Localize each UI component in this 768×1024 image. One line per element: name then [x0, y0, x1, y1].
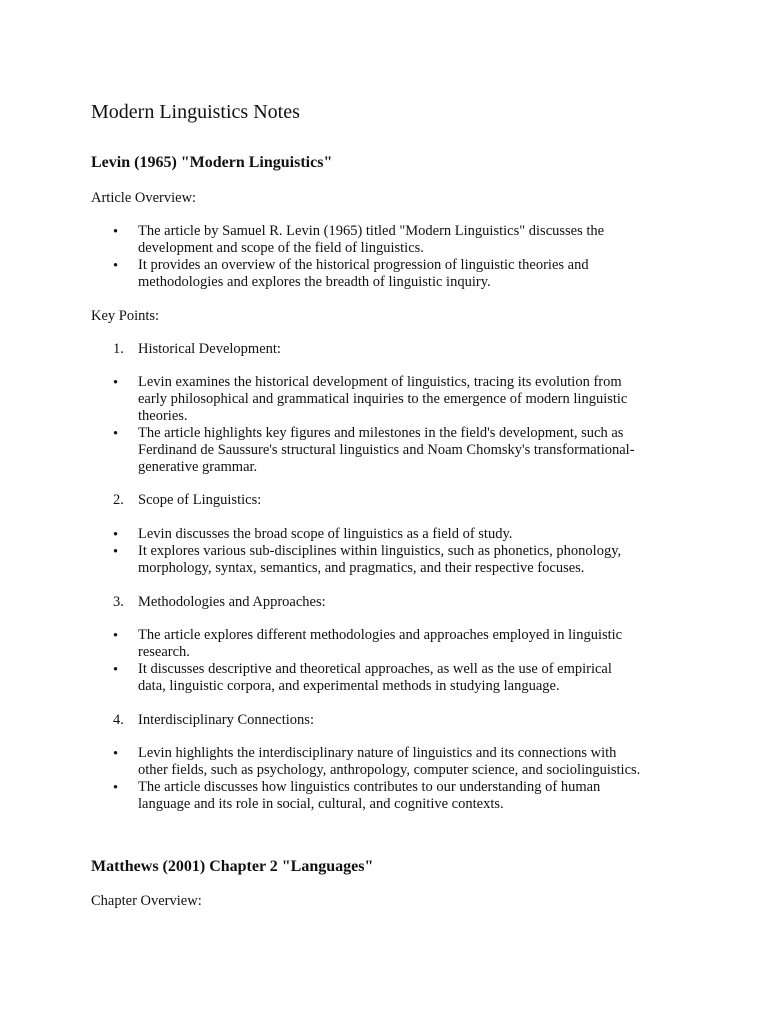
list-item: Levin examines the historical development of linguistics, tracing its evolution from early philosophical and grammatical inquiries to the emergence of modern linguistic theories.: [138, 374, 628, 424]
list-item: Levin discusses the broad scope of linguistics as a field of study.: [138, 526, 513, 542]
list-number: 1.: [113, 341, 124, 357]
key-point-title: Scope of Linguistics:: [138, 492, 262, 508]
list-number: 3.: [113, 594, 124, 610]
article-overview-label: Article Overview:: [91, 190, 197, 206]
key-points-label: Key Points:: [91, 308, 160, 324]
list-item: The article discusses how linguistics contributes to our understanding of human language and its role in social, cultural, and cognitive contexts.: [138, 779, 601, 812]
document-title: Modern Linguistics Notes: [91, 101, 300, 123]
bullet-glyph: •: [113, 527, 119, 543]
bullet-glyph: •: [113, 662, 119, 678]
bullet-glyph: •: [113, 224, 119, 240]
bullet-glyph: •: [113, 780, 119, 796]
key-point-title: Methodologies and Approaches:: [138, 594, 326, 610]
list-item: Levin highlights the interdisciplinary nature of linguistics and its connections with other fields, such as psychology, anthropology, computer science, and sociolinguistics.: [138, 745, 641, 778]
section-heading-levin: Levin (1965) "Modern Linguistics": [91, 154, 333, 171]
list-item: The article highlights key figures and milestones in the field's development, such as Ferdinand de Saussure's structural linguistics and Noam Chomsky's transformational- generative grammar.: [138, 425, 635, 475]
bullet-glyph: •: [113, 375, 119, 391]
bullet-glyph: •: [113, 544, 119, 560]
list-number: 2.: [113, 492, 124, 508]
list-item: It discusses descriptive and theoretical approaches, as well as the use of empirical data, linguistic corpora, and experimental methods in studying language.: [138, 661, 612, 694]
list-item: The article by Samuel R. Levin (1965) titled "Modern Linguistics" discusses the development and scope of the field of linguistics.: [138, 223, 605, 256]
bullet-glyph: •: [113, 746, 119, 762]
list-number: 4.: [113, 712, 124, 728]
key-point-title: Interdisciplinary Connections:: [138, 712, 314, 728]
list-item: It provides an overview of the historical progression of linguistic theories and methodologies and explores the breadth of linguistic inquiry.: [138, 257, 589, 290]
chapter-overview-label: Chapter Overview:: [91, 893, 202, 909]
key-point-title: Historical Development:: [138, 341, 281, 357]
list-item: The article explores different methodologies and approaches employed in linguistic research.: [138, 627, 623, 660]
bullet-glyph: •: [113, 426, 119, 442]
section-heading-matthews: Matthews (2001) Chapter 2 "Languages": [91, 858, 374, 875]
list-item: It explores various sub-disciplines within linguistics, such as phonetics, phonology, morphology, syntax, semantics, and pragmatics, and their respective focuses.: [138, 543, 622, 576]
bullet-glyph: •: [113, 628, 119, 644]
bullet-glyph: •: [113, 258, 119, 274]
